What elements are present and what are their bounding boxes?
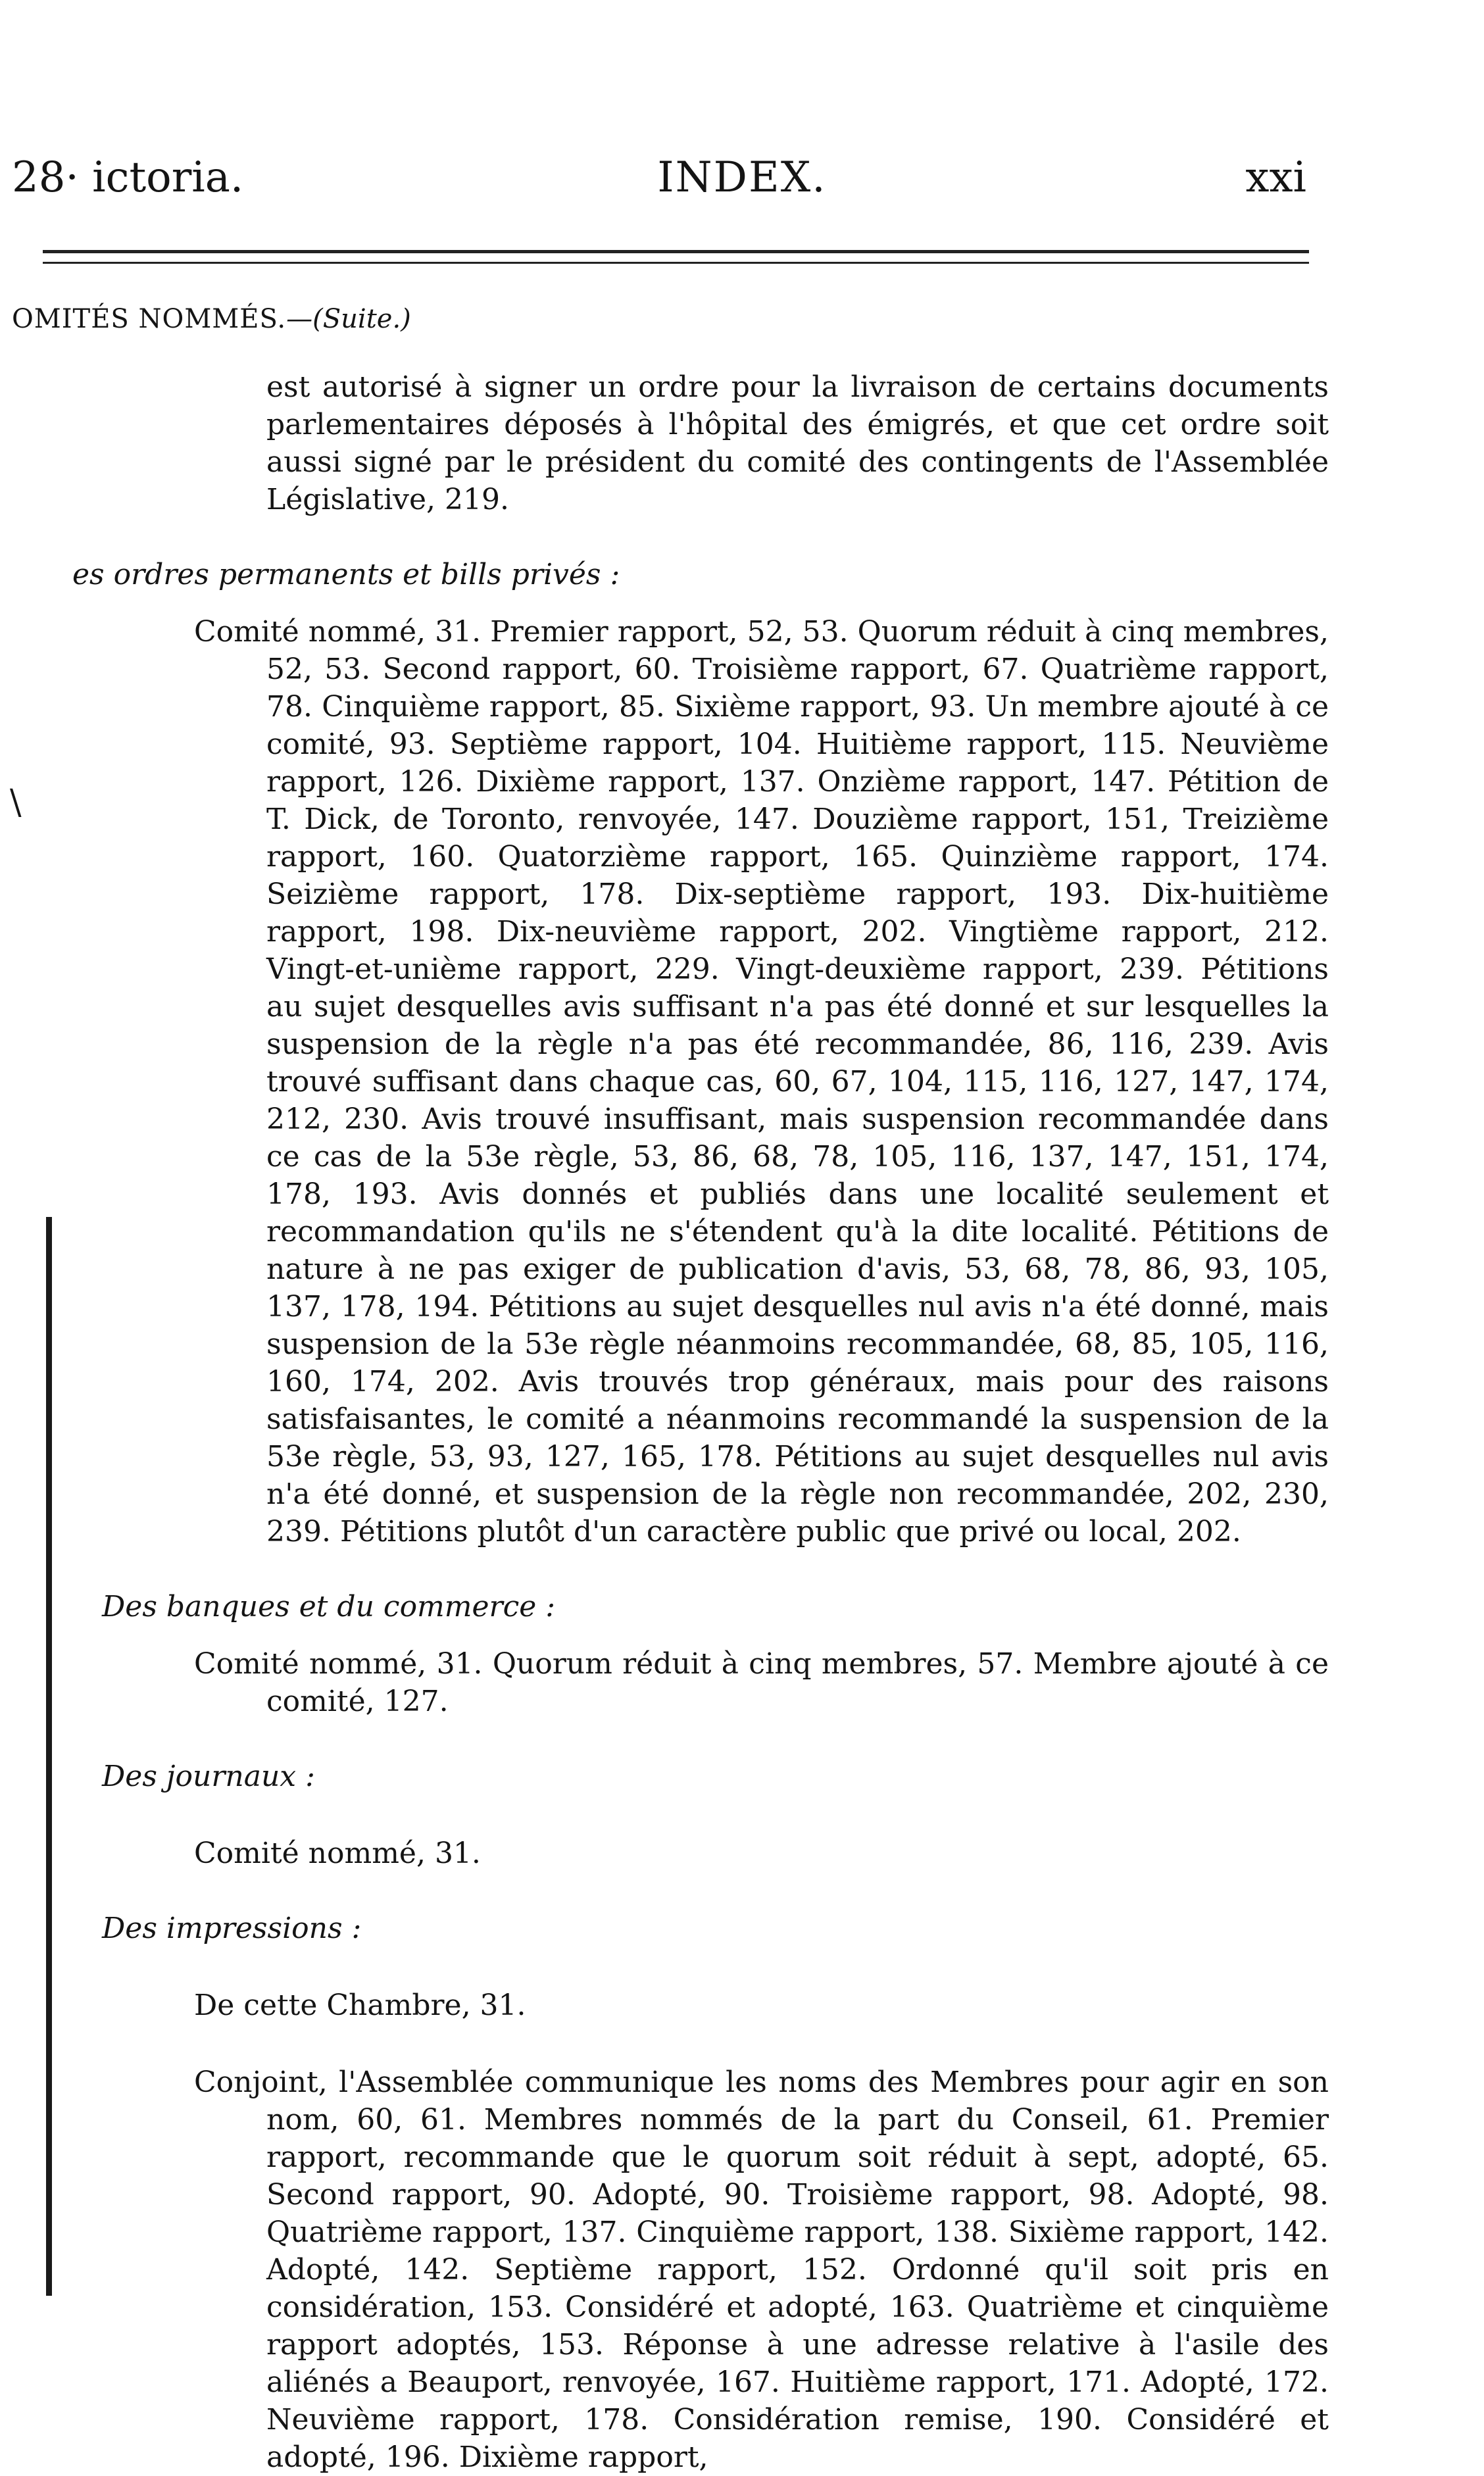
entry-impressions-chambre: De cette Chambre, 31. [194,1989,526,2022]
entry-banques: Comité nommé, 31. Quorum réduit à cinq membres, 57. Membre ajouté à ce comité, 127. [194,1647,1329,1718]
entry-impressions-conjoint: Conjoint, l'Assemblée communique les noms des Membres pour agir en son nom, 60, 61. Membres nommés de la part du Conseil, 61. Premier rapport, recommande que le quorum soit réduit à sept, adopté, 65. Second rapport, 90. Adopté, 90. Troisième rapport, 98. Adopté, 98. Quatrième rapport, 137. Cinquième rapport, 138. Sixième rapport, 142. Adopté, 142. Septième rapport, 152. Ordonné qu'il soit pris en considération, 153. Considéré et adopté, 163. Quatrième et cinquième rapport adoptés, 153. Réponse à une adresse relative à l'asile des aliénés a Beauport, renvoyée, 167. Huitième rapport, 171. Adopté, 172. Neuvième rapport, 178. Considération remise, 190. Considéré et adopté, 196. Dixième rapport, [194,2066,1329,2474]
continuation-heading-text: OMITÉS NOMMÉS. [12,304,287,334]
index-content [72,368,1329,2476]
entry-ordres-permanents: Comité nommé, 31. Premier rapport, 52, 53. Quorum réduit à cinq membres, 52, 53. Second rapport, 60. Troisième rapport, 67. Quatrième rapport, 78. Cinquième rapport, 85. Sixième rapport, 93. Un membre ajouté à ce comité, 93. Septième rapport, 104. Huitième rapport, 115. Neuvième rapport, 126. Dixième rapport, 137. Onzième rapport, 147. Pétition de T. Dick, de Toronto, renvoyée, 147. Douzième rapport, 151, Treizième rapport, 160. Quatorzième rapport, 165. Quinzième rapport, 174. Seizième rapport, 178. Dix-septième rapport, 193. Dix-huitième rapport, 198. Dix-neuvième rapport, 202. Vingtième rapport, 212. Vingt-et-unième rapport, 229. Vingt-deuxième rapport, 239. Pétitions au sujet desquelles avis suffisant n'a pas été donné et sur lesquelles la suspension de la règle n'a pas été recommandée, 86, 116, 239. Avis trouvé suffisant dans chaque cas, 60, 67, 104, 115, 116, 127, 147, 174, 212, 230. Avis trouvé insuffisant, mais suspension recommandée dans ce cas de la 53e règle, 53, 86, 68, 78, 105, 116, 137, 147, 151, 174, 178, 193. Avis donnés et publiés dans une localité seulement et recommandation qu'ils ne s'étendent qu'à la dite localité. Pétitions de nature à ne pas exiger de publication d'avis, 53, 68, 78, 86, 93, 105, 137, 178, 194. Pétitions au sujet desquelles nul avis n'a été donné, mais suspension de la 53e règle néanmoins recommandée, 68, 85, 105, 116, 160, 174, 202. Avis trouvés trop généraux, mais pour des raisons satisfaisantes, le comité a néanmoins recommandé la suspension de la 53e règle, 53, 93, 127, 165, 178. Pétitions au sujet desquelles nul avis n'a été donné, et suspension de la règle non recommandée, 202, 230, 239. Pétitions plutôt d'un caractère public que privé ou local, 202. [194,615,1329,1548]
continuation-suite: —(Suite.) [286,304,411,334]
header-left: 28· ictoria. [12,153,244,202]
section-heading-impressions: Des impressions : [102,1912,362,1945]
opening-paragraph: est autorisé à signer un ordre pour la livraison de certains documents parlementaires déposés à l'hôpital des émigrés, et que cet ordre soit aussi signé par le président du comité des contingents de l'Assemblée Législative, 219. [266,370,1329,516]
section-heading-banques: Des banques et du commerce : [102,1590,556,1623]
continuation-heading [12,304,411,334]
header-rule-thin [43,262,1309,264]
entry-journaux: Comité nommé, 31. [194,1837,481,1870]
section-heading-journaux: Des journaux : [102,1760,315,1793]
page-number: xxi [1245,153,1306,202]
margin-bar [46,1217,52,2296]
section-heading-ordres-permanents: es ordres permanents et bills privés : [72,558,620,591]
page-title: INDEX. [657,153,827,202]
header-rule [43,250,1309,253]
margin-mark: \ [10,783,22,822]
